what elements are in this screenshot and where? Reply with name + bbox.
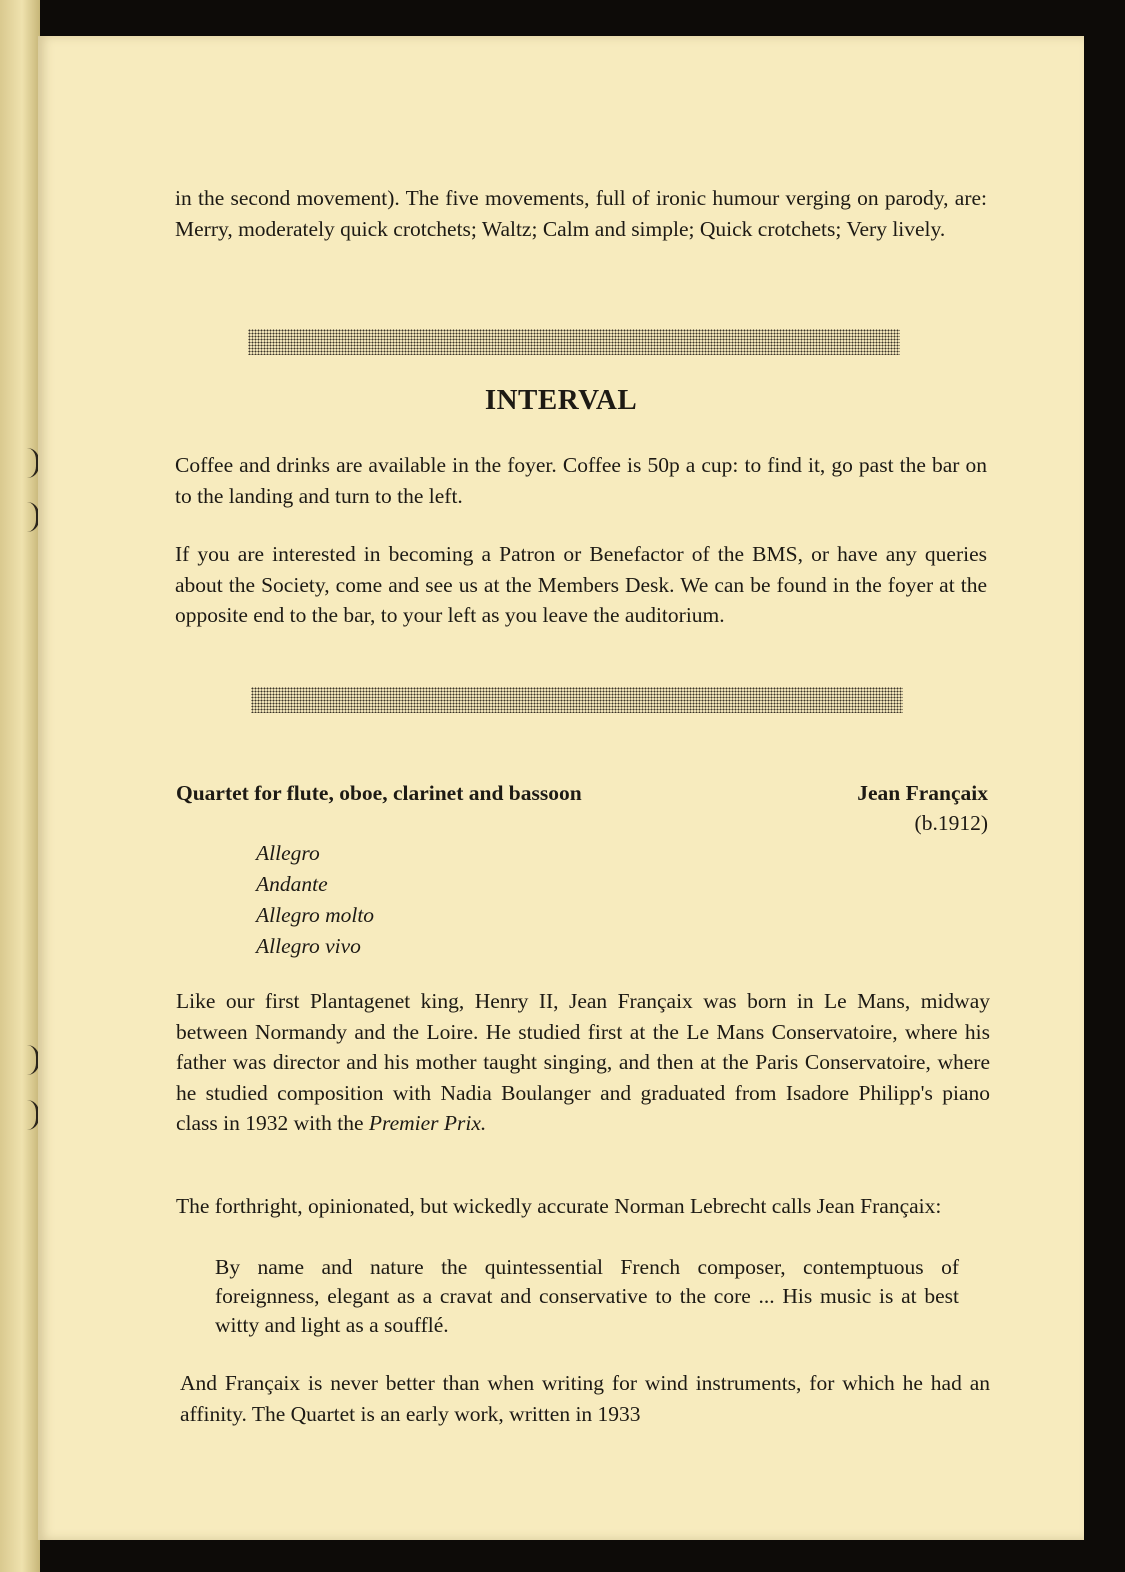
composer-dates: (b.1912) (914, 811, 988, 835)
dotted-divider-bottom (251, 687, 903, 713)
movement-item: Allegro (256, 841, 320, 865)
composer-name: Jean Françaix (857, 781, 988, 805)
programme-page (38, 36, 1084, 1540)
work-title: Quartet for flute, oboe, clarinet and bassoon (176, 781, 582, 805)
movement-item: Allegro vivo (256, 934, 361, 958)
lebrecht-quote: By name and nature the quintessential French composer, contemptuous of foreignness, elegant as a cravat and conservative to the core ... His music is at best witty and light as a soufflé. (215, 1255, 959, 1337)
notes-paragraph-2: The forthright, opinionated, but wickedly accurate Norman Lebrecht calls Jean Françaix: (176, 1194, 942, 1218)
movement-item: Andante (256, 872, 328, 896)
notes-paragraph-1-text: Like our first Plantagenet king, Henry II, Jean Françaix was born in Le Mans, midway between Normandy and the Loire. He studied first at the Le Mans Conservatoire, where his father was director and his mother taught singing, and then at the Paris Conservatoire, where he studied composition with Nadia Boulanger and graduated from Isadore Philipp's piano class in 1932 with the (176, 989, 990, 1135)
interval-heading: INTERVAL (484, 384, 638, 416)
movement-list (256, 838, 374, 962)
movement-item: Allegro molto (256, 903, 375, 927)
notes-paragraph-1 (176, 986, 990, 1139)
interval-paragraph-2: If you are interested in becoming a Patron or Benefactor of the BMS, or have any queries about the Society, come and see us at the Members Desk. We can be found in the foyer at the opposite end to the bar, to your left as you leave the auditorium. (175, 542, 987, 627)
premier-prix: Premier Prix. (368, 1111, 487, 1135)
interval-paragraph-1: Coffee and drinks are available in the foyer. Coffee is 50p a cup: to find it, go past the bar on to the landing and turn to the left. (175, 453, 987, 508)
notes-paragraph-3: And Françaix is never better than when writing for wind instruments, for which he had an affinity. The Quartet is an early work, written in 1933 (180, 1371, 990, 1426)
dotted-divider-top (248, 329, 900, 355)
facing-page-edge (0, 0, 40, 1572)
continuation-paragraph: in the second movement). The five movements, full of ironic humour verging on parody, are: Merry, moderately quick crotchets; Waltz; Calm and simple; Quick crotchets; Very lively. (175, 186, 987, 241)
